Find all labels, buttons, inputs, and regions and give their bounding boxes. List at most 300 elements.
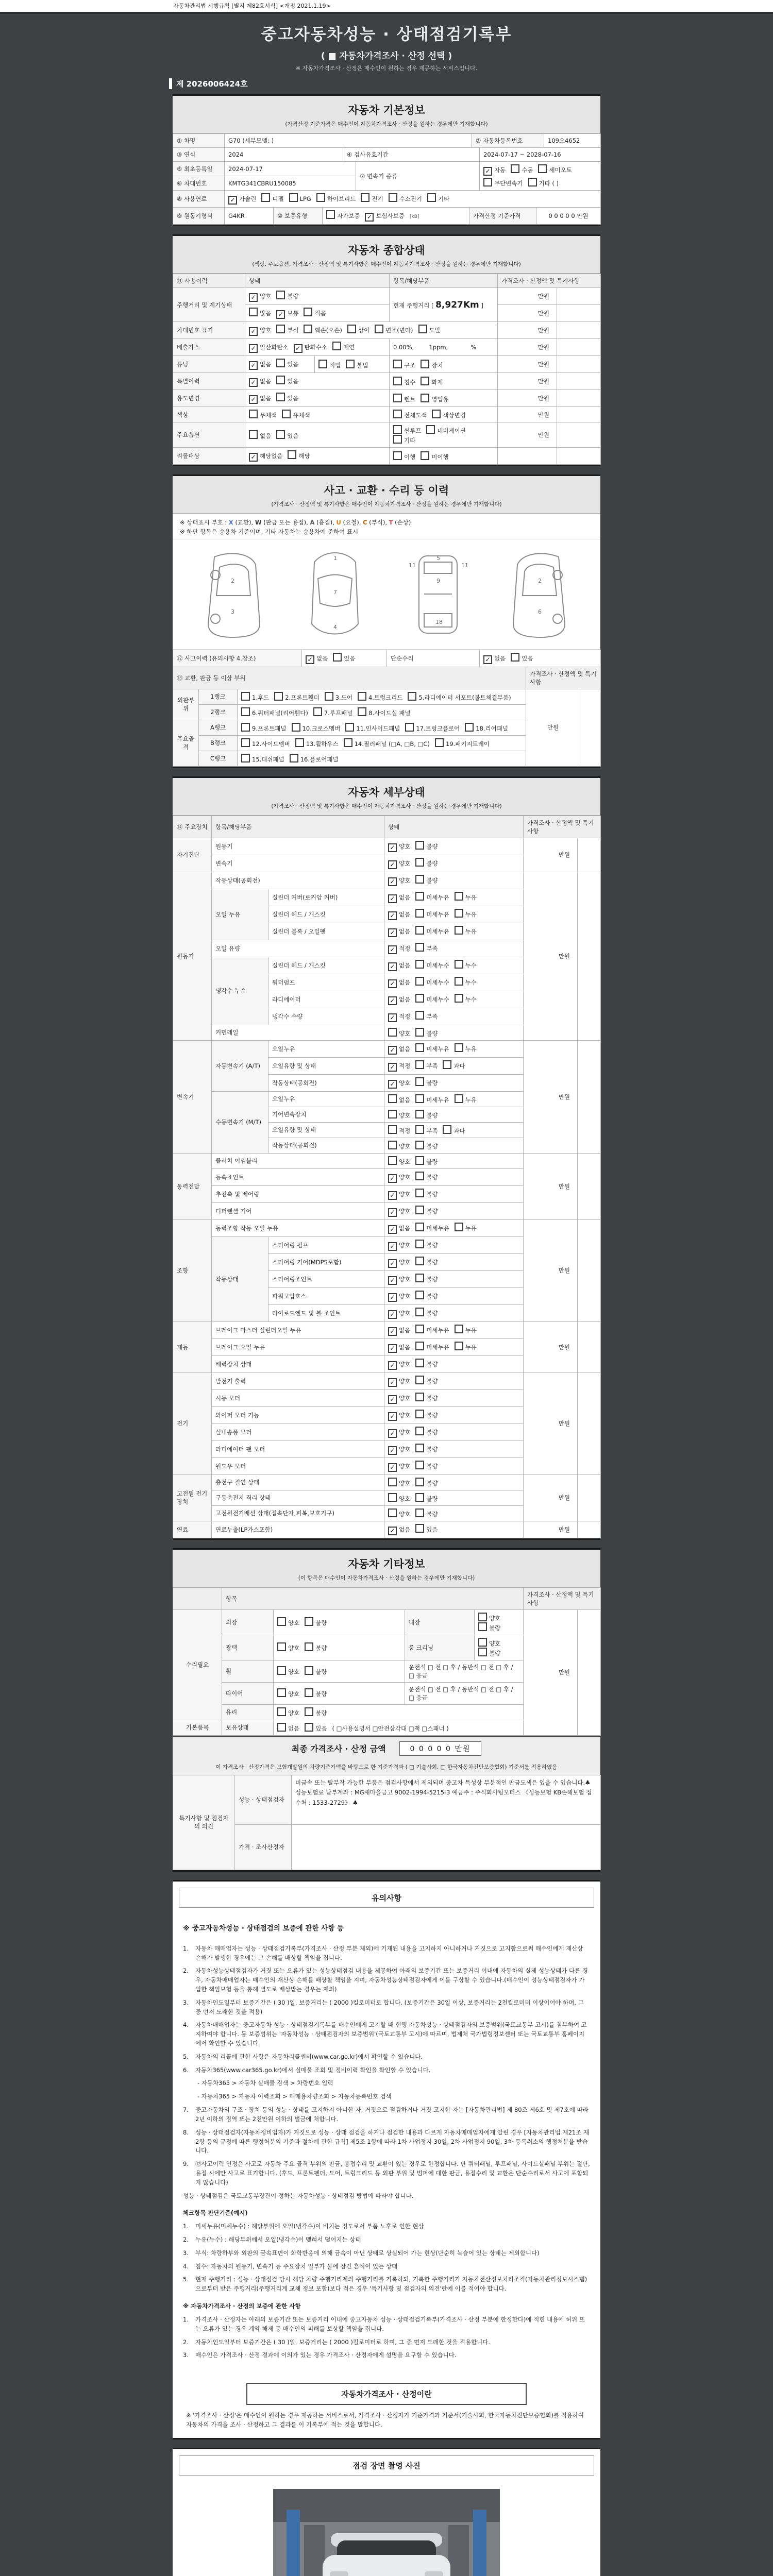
- checkbox-option[interactable]: 불량: [415, 1240, 438, 1249]
- checkbox-option[interactable]: ✓ 없음: [388, 961, 410, 971]
- checkbox-option[interactable]: 하이브리드: [316, 193, 356, 203]
- checkbox-option[interactable]: 14.필러패널 (□A, □B, □C): [344, 738, 430, 748]
- checkbox-option[interactable]: 불량: [415, 1359, 438, 1368]
- checkbox-option[interactable]: 누수: [455, 977, 477, 987]
- checkbox-group[interactable]: [384, 991, 524, 1008]
- checkbox-option[interactable]: 누유: [455, 892, 477, 902]
- checkbox-group[interactable]: [384, 1236, 524, 1253]
- checkbox-group[interactable]: [238, 720, 526, 735]
- checkbox-group[interactable]: [384, 1372, 524, 1389]
- checkbox-option[interactable]: 불량: [478, 1648, 500, 1657]
- checkbox-option[interactable]: 누유: [455, 1094, 477, 1104]
- checkbox-option[interactable]: ✓ 양호: [388, 1275, 410, 1285]
- checkbox-option[interactable]: 16.플로어패널: [290, 754, 339, 764]
- group-label: 동력전달: [173, 1153, 212, 1219]
- checkbox-group[interactable]: [384, 923, 524, 940]
- checkbox-group[interactable]: [384, 1423, 524, 1440]
- checkbox-option[interactable]: 화재: [421, 377, 443, 386]
- checkbox-option[interactable]: ✓ 적정: [388, 1012, 410, 1022]
- checkbox-group[interactable]: [245, 356, 315, 373]
- checkbox-group[interactable]: [245, 322, 498, 339]
- remark-cell: [557, 305, 601, 322]
- checkbox-group[interactable]: [238, 689, 526, 704]
- checkbox-option[interactable]: ✓ 없음: [388, 1526, 410, 1535]
- checkbox-option[interactable]: 불량: [305, 1642, 327, 1652]
- column-header: ⑭ 주요장치: [173, 816, 212, 838]
- checkbox-group[interactable]: [384, 1490, 524, 1505]
- checkbox-group[interactable]: [245, 390, 390, 407]
- checkbox-option[interactable]: 불량: [305, 1666, 327, 1676]
- checkbox-option[interactable]: 불량: [415, 875, 438, 885]
- checkbox-group[interactable]: [384, 1270, 524, 1287]
- checkbox-group[interactable]: [384, 906, 524, 923]
- checkbox-option[interactable]: ✓ 없음: [249, 377, 271, 387]
- checkbox-option[interactable]: ✓ 양호: [388, 1292, 410, 1302]
- notice-item: 4. 침수: 자동차의 원동기, 변속기 등 주요장치 일부가 물에 잠긴 흔적이 있는 상태: [183, 2262, 398, 2270]
- checkbox-group[interactable]: [384, 1107, 524, 1122]
- checkbox-group[interactable]: [384, 872, 524, 889]
- svg-text:6: 6: [538, 608, 542, 615]
- checkbox-option[interactable]: 양호: [388, 1110, 410, 1120]
- checkbox-option[interactable]: 적음: [304, 308, 326, 317]
- checkbox-option[interactable]: ✓ 없음: [483, 654, 506, 664]
- checkbox-option[interactable]: 미세누유: [415, 892, 449, 902]
- checkbox-option[interactable]: 양호: [478, 1613, 500, 1622]
- checkbox-option[interactable]: 9.프론트패널: [241, 723, 287, 733]
- checkbox-option[interactable]: ✓ 없음: [388, 893, 410, 903]
- checkbox-option[interactable]: 있음: [305, 1723, 327, 1733]
- checkbox-option[interactable]: 부족: [415, 1011, 438, 1021]
- checkbox-option[interactable]: 있음: [276, 430, 298, 440]
- checkbox-option[interactable]: ✓ 없음: [306, 654, 328, 664]
- checkbox-group[interactable]: [475, 1609, 524, 1635]
- checkbox-option[interactable]: 렌트: [393, 394, 415, 403]
- checkbox-option[interactable]: ✓ 양호: [249, 326, 271, 336]
- checkbox-option[interactable]: 불량: [415, 1172, 438, 1181]
- checkbox-option[interactable]: 자가보증: [326, 210, 360, 220]
- checkbox-option[interactable]: 미세누유: [415, 1223, 449, 1232]
- checkbox-option[interactable]: ✓ 탄화수소: [294, 343, 327, 353]
- checkbox-option[interactable]: 없음: [249, 430, 271, 440]
- checkbox-option[interactable]: ✓ 가솔린: [228, 195, 256, 205]
- checkbox-option[interactable]: 미세누유: [415, 1342, 449, 1351]
- checkbox-option[interactable]: ✓ 양호: [388, 1309, 410, 1319]
- checkbox-group[interactable]: [384, 1475, 524, 1490]
- checkbox-option[interactable]: 누유: [455, 909, 477, 919]
- item-label: 타이로드엔드 및 볼 조인트: [268, 1304, 384, 1321]
- checkbox-option[interactable]: 15.대쉬패널: [241, 754, 284, 764]
- checkbox-group[interactable]: [384, 1153, 524, 1168]
- checkbox-option[interactable]: 수동: [511, 164, 533, 174]
- checkbox-option[interactable]: 미세누유: [415, 926, 449, 936]
- status-code-legend: ※ 상태표시 부호 : X (교환), W (판금 또는 용접), A (흠집), U (요철), C (부식), T (손상): [180, 519, 411, 526]
- checkbox-option[interactable]: 12.사이드멤버: [241, 738, 290, 748]
- checkbox-group[interactable]: [384, 1253, 524, 1270]
- checkbox-option[interactable]: ✓ 자동: [483, 166, 506, 176]
- checkbox-option[interactable]: 과다: [443, 1125, 465, 1135]
- checkbox-option[interactable]: 양호: [277, 1666, 299, 1676]
- checkbox-option[interactable]: 유채색: [282, 410, 310, 419]
- checkbox-group[interactable]: [384, 889, 524, 906]
- checkbox-option[interactable]: 도말: [418, 325, 441, 334]
- checkbox-option[interactable]: 이행: [393, 451, 415, 461]
- checkbox-option[interactable]: 양호: [277, 1707, 299, 1717]
- checkbox-group[interactable]: [384, 1057, 524, 1074]
- checkbox-option[interactable]: 불량: [415, 1257, 438, 1266]
- checkbox-group[interactable]: [274, 1682, 405, 1704]
- checkbox-option[interactable]: 불량: [415, 1393, 438, 1402]
- checkbox-group[interactable]: [384, 974, 524, 991]
- checkbox-group[interactable]: [238, 735, 526, 751]
- svg-text:18: 18: [435, 618, 443, 625]
- checkbox-group[interactable]: [274, 1720, 524, 1735]
- section-title: 자동차 종합상태: [348, 244, 425, 257]
- checkbox-option[interactable]: 침수: [393, 377, 415, 386]
- item-label: 휠: [222, 1660, 274, 1682]
- checkbox-option[interactable]: 8.사이드실 패널: [358, 707, 410, 717]
- rank-label: C랭크: [199, 751, 238, 766]
- checkbox-option[interactable]: 불량: [415, 1427, 438, 1436]
- checkbox-option[interactable]: 불량: [415, 1509, 438, 1518]
- checkbox-group[interactable]: [225, 191, 601, 208]
- checkbox-group[interactable]: [245, 448, 390, 465]
- checkbox-option[interactable]: ✓ 양호: [388, 1411, 410, 1421]
- checkbox-option[interactable]: 미세누유: [415, 1325, 449, 1334]
- checkbox-option[interactable]: 19.패키지트레이: [435, 738, 490, 748]
- checkbox-group[interactable]: [238, 704, 526, 720]
- checkbox-option[interactable]: 있음: [276, 359, 298, 368]
- checkbox-option[interactable]: ✓ 양호: [388, 1079, 410, 1089]
- checkbox-option[interactable]: 무단변속기: [483, 178, 523, 188]
- checkbox-option[interactable]: 10.크로스멤버: [292, 723, 341, 733]
- checkbox-group[interactable]: [384, 838, 524, 855]
- checkbox-group[interactable]: [475, 1635, 524, 1660]
- checkbox-option[interactable]: 장치: [421, 360, 443, 369]
- checkbox-option[interactable]: 양호: [388, 1156, 410, 1166]
- field-label: ③ 연식: [173, 148, 225, 162]
- item-label: 내장: [405, 1609, 475, 1635]
- checkbox-option[interactable]: 색상변경: [432, 410, 465, 419]
- checkbox-group[interactable]: [384, 1202, 524, 1219]
- checkbox-option[interactable]: 양호: [277, 1688, 299, 1698]
- checkbox-option[interactable]: 누유: [455, 1325, 477, 1334]
- checkbox-option[interactable]: 영업용: [421, 394, 448, 403]
- checkbox-option[interactable]: ✓ 양호: [388, 1428, 410, 1438]
- checkbox-option[interactable]: 불량: [478, 1622, 500, 1632]
- checkbox-option[interactable]: 부족: [415, 1125, 438, 1135]
- checkbox-option[interactable]: 불량: [415, 1461, 438, 1470]
- checkbox-option[interactable]: 미세누유: [415, 1043, 449, 1053]
- checkbox-option[interactable]: 해당: [288, 450, 310, 460]
- checkbox-option[interactable]: 불량: [415, 1493, 438, 1503]
- checkbox-option[interactable]: 미세누수: [415, 960, 449, 970]
- checkbox-option[interactable]: 불량: [415, 1274, 438, 1283]
- checkbox-option[interactable]: ✓ 없음: [388, 995, 410, 1005]
- checkbox-option[interactable]: ✓ 양호: [388, 1258, 410, 1268]
- price-appraisal-box-title: 자동차가격조사 · 산정이란: [246, 2383, 527, 2405]
- checkbox-option[interactable]: ✓ 없음: [388, 1343, 410, 1353]
- checkbox-option[interactable]: ✓ 보통: [276, 309, 298, 319]
- checkbox-option[interactable]: 누유: [455, 1043, 477, 1053]
- checkbox-option[interactable]: 불량: [415, 1376, 438, 1385]
- checkbox-option[interactable]: ✓ 없음: [388, 1326, 410, 1336]
- checkbox-group[interactable]: [323, 208, 469, 225]
- checkbox-option[interactable]: 불량: [415, 1444, 438, 1453]
- checkbox-group[interactable]: [384, 1355, 524, 1372]
- checkbox-group[interactable]: [390, 407, 498, 422]
- checkbox-option[interactable]: 양호: [388, 1478, 410, 1487]
- notice-panel: [173, 1880, 600, 2439]
- checkbox-option[interactable]: 미이행: [421, 451, 448, 461]
- checkbox-group[interactable]: [384, 1185, 524, 1202]
- checkbox-group[interactable]: [390, 373, 498, 390]
- checkbox-option[interactable]: 불량: [276, 291, 298, 300]
- checkbox-group[interactable]: [245, 373, 390, 390]
- checkbox-option[interactable]: 13.휠하우스: [295, 738, 339, 748]
- remark-cell: [578, 1609, 601, 1735]
- checkbox-option[interactable]: ✓ 양호: [388, 1394, 410, 1404]
- checkbox-option[interactable]: ✓ 없음: [388, 910, 410, 920]
- checkbox-option[interactable]: 과다: [443, 1060, 465, 1070]
- checkbox-group[interactable]: [480, 650, 601, 667]
- checkbox-option[interactable]: 양호: [478, 1638, 500, 1648]
- checkbox-group[interactable]: [384, 1122, 524, 1138]
- checkbox-group[interactable]: [390, 356, 498, 373]
- checkbox-option[interactable]: 상이: [347, 325, 369, 334]
- checkbox-option[interactable]: 매연: [332, 342, 355, 351]
- checkbox-option[interactable]: 불량: [415, 1141, 438, 1150]
- checkbox-option[interactable]: ✓ 양호: [388, 1207, 410, 1217]
- checkbox-group[interactable]: [384, 1321, 524, 1338]
- checkbox-option[interactable]: 전체도색: [393, 410, 427, 419]
- checkbox-option[interactable]: 변조(변타): [375, 325, 413, 334]
- checkbox-option[interactable]: 3.도어: [325, 692, 352, 702]
- checkbox-option[interactable]: ✓ 양호: [388, 876, 410, 886]
- checkbox-option[interactable]: 양호: [388, 1141, 410, 1150]
- checkbox-option[interactable]: 있음: [276, 393, 298, 402]
- checkbox-option[interactable]: 양호: [388, 1028, 410, 1038]
- column-header: ⑬ 교환, 판금 등 이상 부위: [173, 667, 526, 689]
- checkbox-option[interactable]: 4.트렁크리드: [358, 692, 403, 702]
- checkbox-group[interactable]: [384, 1406, 524, 1423]
- checkbox-option[interactable]: 전기: [361, 193, 383, 203]
- checkbox-option[interactable]: ✓ 없음: [388, 1045, 410, 1055]
- checkbox-option[interactable]: 불량: [415, 1291, 438, 1300]
- checkbox-option[interactable]: 6.쿼터패널(리어휀다): [241, 707, 308, 717]
- checkbox-option[interactable]: ✓ 양호: [388, 1241, 410, 1251]
- checkbox-option[interactable]: ✓ 양호: [388, 1445, 410, 1455]
- checkbox-group[interactable]: [245, 407, 390, 422]
- checkbox-option[interactable]: 누유: [455, 1223, 477, 1232]
- checkbox-option[interactable]: 불량: [415, 1410, 438, 1419]
- checkbox-option[interactable]: 불량: [305, 1617, 327, 1627]
- svg-text:3: 3: [230, 608, 234, 615]
- checkbox-option[interactable]: ✓ 양호: [249, 292, 271, 302]
- checkbox-option[interactable]: 불량: [415, 841, 438, 851]
- document-note: ※ 자동차가격조사 · 산정은 매수인이 원하는 경우 제공하는 서비스입니다.: [295, 65, 478, 72]
- item-label: 오일누유: [268, 1091, 384, 1107]
- checkbox-group[interactable]: [384, 1521, 524, 1538]
- checkbox-option[interactable]: 적법: [318, 360, 341, 369]
- checkbox-option[interactable]: 있음: [511, 653, 533, 663]
- row-label: ⑫ 사고이력 (유의사항 4.참조): [173, 650, 302, 667]
- checkbox-group[interactable]: [245, 422, 390, 448]
- checkbox-option[interactable]: ✓ 양호: [388, 1377, 410, 1387]
- checkbox-group[interactable]: [384, 1074, 524, 1091]
- checkbox-option[interactable]: 부식: [276, 325, 298, 334]
- checkbox-option[interactable]: ✓ 없음: [388, 978, 410, 988]
- checkbox-option[interactable]: 불량: [415, 1189, 438, 1198]
- checkbox-group[interactable]: [384, 1091, 524, 1107]
- checkbox-option[interactable]: ✓ 해당없음: [249, 452, 282, 462]
- checkbox-option[interactable]: 부족: [415, 943, 438, 953]
- checkbox-option[interactable]: ✓ 양호: [388, 859, 410, 869]
- checkbox-option[interactable]: 훼손(오손): [304, 325, 342, 334]
- checkbox-group[interactable]: [384, 1008, 524, 1025]
- checkbox-option[interactable]: 1.후드: [241, 692, 269, 702]
- checkbox-option[interactable]: 구조: [393, 360, 415, 369]
- checkbox-option[interactable]: 불량: [415, 1077, 438, 1087]
- checkbox-option[interactable]: 무채색: [249, 410, 277, 419]
- checkbox-option[interactable]: 세미오토: [538, 164, 572, 174]
- checkbox-option[interactable]: 미세누수: [415, 994, 449, 1004]
- checkbox-group[interactable]: [384, 1219, 524, 1236]
- checkbox-option[interactable]: ✓ 보험사보증: [365, 212, 405, 222]
- checkbox-group[interactable]: [238, 751, 526, 766]
- checkbox-group[interactable]: [384, 1505, 524, 1521]
- checkbox-option[interactable]: 불량: [305, 1707, 327, 1717]
- checkbox-option[interactable]: ✓ 없음: [249, 394, 271, 404]
- checkbox-option[interactable]: 미세누유: [415, 909, 449, 919]
- checkbox-group[interactable]: [274, 1704, 524, 1720]
- checkbox-group[interactable]: [384, 1458, 524, 1475]
- checkbox-option[interactable]: 기타: [427, 193, 449, 203]
- checkbox-option[interactable]: 불량: [415, 1206, 438, 1215]
- checkbox-option[interactable]: 11.인사이드패널: [345, 723, 400, 733]
- checkbox-option[interactable]: 네비게이션: [426, 425, 466, 435]
- checkbox-option[interactable]: 누유: [455, 926, 477, 936]
- checkbox-option[interactable]: 불량: [415, 1478, 438, 1487]
- checkbox-option[interactable]: 누수: [455, 994, 477, 1004]
- price-cell: 만원: [526, 689, 580, 766]
- checkbox-group[interactable]: [302, 650, 387, 667]
- checkbox-option[interactable]: ✓ 양호: [388, 1190, 410, 1200]
- checkbox-group[interactable]: [274, 1660, 405, 1682]
- checkbox-group[interactable]: [384, 940, 524, 957]
- checkbox-option[interactable]: ✓ 적정: [388, 944, 410, 954]
- checkbox-option[interactable]: ✓ 없음: [388, 1224, 410, 1234]
- checkbox-group[interactable]: [315, 356, 390, 373]
- checkbox-group[interactable]: [480, 162, 601, 191]
- checkbox-group[interactable]: [245, 305, 390, 322]
- checkbox-option[interactable]: 누유: [455, 1342, 477, 1351]
- checkbox-option[interactable]: 미세누유: [415, 1094, 449, 1104]
- checkbox-option[interactable]: 없음: [388, 1094, 410, 1104]
- checkbox-group[interactable]: [390, 448, 498, 465]
- svg-text:11: 11: [461, 562, 468, 569]
- checkbox-group[interactable]: [245, 339, 390, 356]
- checkbox-group[interactable]: [384, 1389, 524, 1406]
- checkbox-option[interactable]: 있음: [276, 376, 298, 385]
- checkbox-option[interactable]: ✓ 일산화탄소: [249, 343, 289, 353]
- item-label: 실내송풍 모터: [212, 1423, 384, 1440]
- checkbox-group[interactable]: [384, 957, 524, 974]
- checkbox-group[interactable]: [384, 1025, 524, 1040]
- checkbox-option[interactable]: 있음: [415, 1524, 438, 1534]
- checkbox-group[interactable]: [274, 1635, 405, 1660]
- checkbox-option[interactable]: ✓ 양호: [388, 1360, 410, 1370]
- checkbox-group[interactable]: [390, 422, 498, 448]
- checkbox-option[interactable]: 불량: [415, 1110, 438, 1120]
- checkbox-option[interactable]: 양호: [388, 1509, 410, 1518]
- checkbox-group[interactable]: [384, 1138, 524, 1153]
- checkbox-group[interactable]: [390, 390, 498, 407]
- checkbox-option[interactable]: 썬루프: [393, 425, 421, 435]
- checkbox-option[interactable]: 있음: [333, 653, 355, 663]
- checkbox-option[interactable]: 불법: [346, 360, 368, 369]
- checkbox-option[interactable]: 5.라디에이터 서포트(볼트체결부품): [408, 692, 511, 702]
- checkbox-option[interactable]: 디젤: [261, 193, 283, 203]
- checkbox-option[interactable]: 기타 ( ): [528, 178, 559, 188]
- checkbox-option[interactable]: 불량: [305, 1688, 327, 1698]
- checkbox-option[interactable]: 불량: [415, 1308, 438, 1317]
- checkbox-group[interactable]: [384, 1040, 524, 1057]
- checkbox-option[interactable]: 불량: [415, 1028, 438, 1038]
- checkbox-option[interactable]: 양호: [388, 1493, 410, 1503]
- notice-item: - 자동차365 > 자동차 실매물 검색 > 차량번호 입력: [197, 2079, 333, 2087]
- checkbox-option[interactable]: 기타: [393, 435, 415, 445]
- checkbox-option[interactable]: 17.트렁크플로어: [405, 723, 460, 733]
- checkbox-option[interactable]: 많음: [249, 308, 271, 317]
- checkbox-option[interactable]: 없음: [277, 1723, 299, 1733]
- checkbox-option[interactable]: 양호: [277, 1642, 299, 1652]
- checkbox-option[interactable]: ✓ 적정: [388, 1062, 410, 1072]
- checkbox-option[interactable]: 불량: [415, 858, 438, 868]
- checkbox-option[interactable]: ✓ 양호: [388, 1173, 410, 1183]
- checkbox-option[interactable]: LPG: [289, 193, 311, 202]
- checkbox-group[interactable]: [274, 1609, 405, 1635]
- checkbox-option[interactable]: ✓ 없음: [388, 927, 410, 937]
- checkbox-group[interactable]: [384, 1304, 524, 1321]
- inspection-photo-front: [273, 2489, 500, 2576]
- checkbox-option[interactable]: 누수: [455, 960, 477, 970]
- remarks-table: [173, 1775, 601, 1870]
- checkbox-group[interactable]: [384, 1287, 524, 1304]
- checkbox-option[interactable]: 적정: [388, 1125, 410, 1135]
- checkbox-group[interactable]: [245, 288, 390, 305]
- checkbox-option[interactable]: ✓ 양호: [388, 1462, 410, 1472]
- checkbox-group[interactable]: [384, 1338, 524, 1355]
- checkbox-option[interactable]: ✓ 양호: [388, 842, 410, 852]
- checkbox-group[interactable]: [384, 1168, 524, 1185]
- svg-text:1: 1: [333, 554, 338, 562]
- checkbox-option[interactable]: 양호: [277, 1617, 299, 1627]
- checkbox-group[interactable]: [384, 855, 524, 872]
- checkbox-option[interactable]: ✓ 없음: [249, 360, 271, 370]
- checkbox-option[interactable]: 18.리어패널: [465, 723, 508, 733]
- checkbox-option[interactable]: 2.프론트휀더: [274, 692, 320, 702]
- notice-item: 6. 자동차365(www.car365.go.kr)에서 실매물 조회 및 정비이력 확인을 확인할 수 있습니다.: [183, 2066, 431, 2074]
- checkbox-option[interactable]: 미세누수: [415, 977, 449, 987]
- rank-label: B랭크: [199, 735, 238, 751]
- checkbox-option[interactable]: 수소전기: [389, 193, 422, 203]
- checkbox-option[interactable]: 불량: [415, 1156, 438, 1166]
- remark-cell: [557, 288, 601, 305]
- checkbox-option[interactable]: 부족: [415, 1060, 438, 1070]
- price-cell: 만원: [498, 339, 557, 356]
- checkbox-group[interactable]: [384, 1440, 524, 1458]
- checkbox-option[interactable]: 7.루프패널: [313, 707, 352, 717]
